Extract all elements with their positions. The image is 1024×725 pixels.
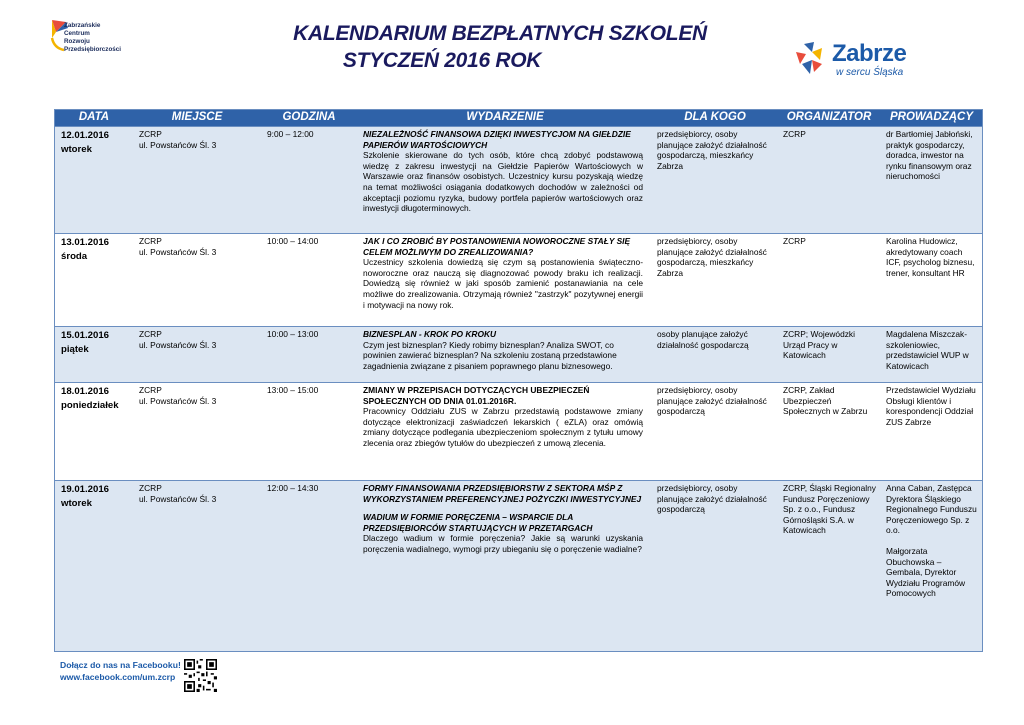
row-organizer: ZCRP, Śląski Regionalny Fundusz Poręczeniowy Sp. z o.o., Fundusz Górnośląski S.A. w Katowicach	[783, 483, 876, 536]
col-header-prowadzacy: PROWADZĄCY	[889, 111, 974, 123]
table-row	[55, 126, 982, 233]
row-place-address: ul. Powstańców Śl. 3	[139, 395, 217, 406]
row-place-address: ul. Powstańców Śl. 3	[139, 139, 217, 150]
zabrze-logo	[792, 40, 912, 80]
row-audience: przedsiębiorcy, osoby planujące założyć działalność gospodarczą, mieszkańcy Zabrza	[657, 236, 767, 278]
row-place-name: ZCRP	[139, 483, 162, 493]
row-event-description: Uczestnicy szkolenia dowiedzą się czym są postanowienia świąteczno-noworoczne oraz nauczą się diagnozować powody braku ich realizacji. Dowiedzą się również w jaki sposób zamienić postanawiania na cele możliwe do zrealizowania. Otrzymają również "zastrzyk" pozytywnej energii i motywacji na nowy rok.	[363, 257, 643, 310]
table-row	[55, 233, 982, 326]
table-header	[55, 110, 982, 126]
zcrp-logo-line3: Rozwoju	[64, 38, 90, 45]
row-time: 9:00 – 12:00	[267, 129, 314, 139]
zcrp-logo	[50, 18, 160, 74]
row-organizer: ZCRP	[783, 129, 806, 139]
col-header-wydarzenie: WYDARZENIE	[466, 111, 544, 123]
row-organizer: ZCRP, Zakład Ubezpieczeń Społecznych w Zabrzu	[783, 385, 868, 417]
col-header-miejsce: MIEJSCE	[171, 111, 223, 123]
row-event-title: FORMY FINANSOWANIA PRZEDSIĘBIORSTW Z SEKTORA MŚP Z WYKORZYSTANIEM PREFERENCYJNEJ POŻYCZKI INWESTYCYJNEJ	[363, 483, 642, 504]
row-place-address: ul. Powstańców Śl. 3	[139, 339, 217, 350]
row-place-name: ZCRP	[139, 236, 162, 246]
col-header-godzina: GODZINA	[282, 111, 336, 123]
footer-facebook	[60, 659, 181, 683]
page-title: KALENDARIUM BEZPŁATNYCH SZKOLEŃ	[293, 22, 707, 45]
row-place-address: ul. Powstańców Śl. 3	[139, 246, 217, 257]
training-calendar-table	[54, 109, 983, 652]
row-time: 12:00 – 14:30	[267, 483, 319, 493]
row-date: 15.01.2016	[61, 330, 110, 341]
row-date: 19.01.2016	[61, 484, 110, 495]
row-time: 13:00 – 15:00	[267, 385, 319, 395]
zcrp-logo-line1: Zabrzańskie	[64, 22, 101, 29]
row-host: Magdalena Miszczak-szkoleniowiec, przedstawiciel WUP w Katowicach	[886, 329, 969, 371]
row-host: Przedstawiciel Wydziału Obsługi klientów i korespondencji Oddział ZUS Zabrze	[886, 385, 976, 427]
zabrze-logo-mark-icon	[792, 40, 832, 78]
row-day: poniedziałek	[61, 399, 119, 411]
row-place-address: ul. Powstańców Śl. 3	[139, 493, 217, 504]
row-audience: osoby planujące założyć działalność gospodarczą	[657, 329, 749, 350]
row-audience: przedsiębiorcy, osoby planujące założyć działalność gospodarczą, mieszkańcy Zabrza	[657, 129, 767, 171]
row-host: Anna Caban, Zastępca Dyrektora Śląskiego Regionalnego Funduszu Poręczeniowego Sp. z o.o.	[886, 483, 977, 536]
col-header-organizator: ORGANIZATOR	[786, 111, 872, 123]
row-event-description: Dlaczego wadium w formie poręczenia? Jakie są warunki uzyskania poręczenia wadialnego, wymogi przy ubieganiu się o poręczenie wadialne?	[363, 533, 643, 554]
row-event-description: Szkolenie skierowane do tych osób, które chcą zdobyć podstawową wiedzę z zakresu inwestycji na Giełdzie Papierów Wartościowych w Warszawie oraz finansów osobistych. Uczestnicy kursu pozyskają wiedzę na temat możliwości osiągania dodatkowych dochodów w zależności od akceptacji poziomu ryzyka, budowy portfela papierów wartościowych oraz inwestycji długoterminowych.	[363, 150, 643, 214]
row-event-description: Pracownicy Oddziału ZUS w Zabrzu przedstawią podstawowe zmiany dotyczące elektronizacji zaświadczeń lekarskich ( eZLA) oraz omówią zmiany dotyczące podlegania ubezpieczeniom społecznym z tytułu umowy zlecenia oraz zbiegów tytułów do ubezpieczeń z umową zlecenia.	[363, 406, 643, 448]
zabrze-logo-name: Zabrze	[832, 40, 907, 67]
table-row	[55, 326, 982, 382]
row-place-name: ZCRP	[139, 129, 162, 139]
row-host: dr Bartłomiej Jabłoński, praktyk gospodarczy, doradca, inwestor na rynku finansowym oraz nieruchomości	[886, 129, 973, 182]
zabrze-logo-tagline: w sercu Śląska	[836, 67, 904, 78]
facebook-link[interactable]: www.facebook.com/um.zcrp	[60, 672, 176, 682]
page-subtitle: STYCZEŃ 2016 ROK	[342, 49, 542, 72]
row-place-name: ZCRP	[139, 329, 162, 339]
row-event-title: ZMIANY W PRZEPISACH DOTYCZĄCYCH UBEZPIECZEŃ SPOŁECZNYCH OD DNIA 01.01.2016R.	[363, 385, 590, 406]
row-time: 10:00 – 13:00	[267, 329, 319, 339]
row-day: wtorek	[61, 497, 92, 509]
row-date: 12.01.2016	[61, 130, 110, 141]
row-event-title-2: WADIUM W FORMIE PORĘCZENIA – WSPARCIE DLA PRZEDSIĘBIORCÓW STARTUJĄCYCH W PRZETARGACH	[363, 512, 593, 533]
zcrp-logo-line4: Przedsiębiorczości	[64, 46, 122, 53]
row-event-title: NIEZALEŻNOŚĆ FINANSOWA DZIĘKI INWESTYCJOM NA GIEŁDZIE PAPIERÓW WARTOŚCIOWYCH	[363, 129, 631, 150]
row-host-2: Małgorzata Obuchowska – Gembala, Dyrektor Wydziału Programów Pomocowych	[886, 545, 966, 599]
row-audience: przedsiębiorcy, osoby planujące założyć działalność gospodarczą	[657, 483, 767, 515]
qr-code-icon	[184, 659, 217, 692]
row-event-title: BIZNESPLAN - KROK PO KROKU	[363, 329, 497, 339]
row-organizer: ZCRP	[783, 236, 806, 246]
row-place-name: ZCRP	[139, 385, 162, 395]
facebook-invite-text: Dołącz do nas na Facebooku!	[60, 660, 181, 670]
row-day: środa	[61, 250, 88, 262]
row-day: piątek	[61, 343, 89, 355]
row-audience: przedsiębiorcy, osoby planujące założyć działalność gospodarczą	[657, 385, 767, 417]
row-date: 13.01.2016	[61, 237, 110, 248]
row-host: Karolina Hudowicz, akredytowany coach ICF, psycholog biznesu, trener, konsultant HR	[886, 236, 975, 278]
row-event-description: Czym jest biznesplan? Kiedy robimy biznesplan? Analiza SWOT, co powinien zawierać biznesplan? Na szkoleniu zostaną przedstawione zagadnienia związane z pisaniem poprawnego planu biznesowego.	[363, 339, 617, 371]
table-row	[55, 480, 982, 651]
row-date: 18.01.2016	[61, 386, 110, 397]
col-header-dla-kogo: DLA KOGO	[684, 111, 746, 123]
col-header-data: DATA	[78, 111, 110, 123]
row-organizer: ZCRP; Wojewódzki Urząd Pracy w Katowicach	[783, 329, 855, 361]
row-day: wtorek	[61, 143, 92, 155]
row-event-title: JAK I CO ZROBIĆ BY POSTANOWIENIA NOWOROCZNE STAŁY SIĘ CELEM MOŻLIWYM DO ZREALIZOWANIA?	[363, 236, 631, 257]
row-time: 10:00 – 14:00	[267, 236, 319, 246]
table-row	[55, 382, 982, 480]
zcrp-logo-line2: Centrum	[64, 30, 90, 37]
